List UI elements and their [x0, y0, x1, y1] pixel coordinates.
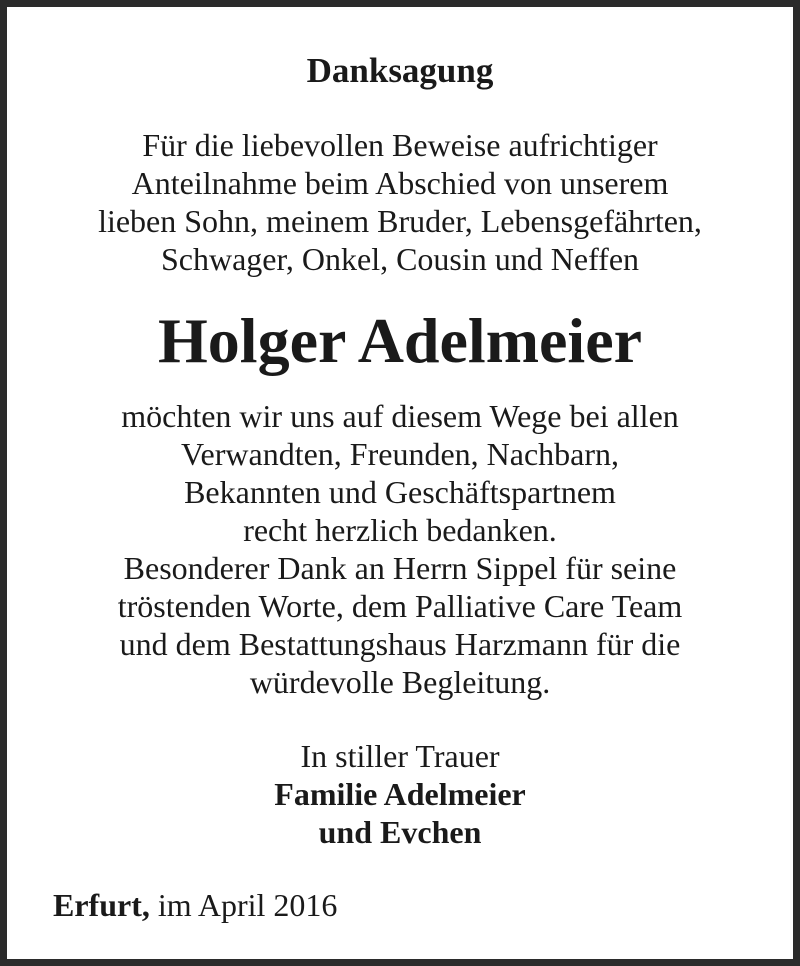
intro-line: lieben Sohn, meinem Bruder, Lebensgefährten,: [98, 203, 702, 239]
deceased-name: Holger Adelmeier: [158, 305, 642, 376]
intro-paragraph: [7, 126, 793, 278]
place-date: [53, 885, 337, 925]
body-line: Besonderer Dank an Herrn Sippel für seine: [123, 550, 677, 586]
intro-line: Schwager, Onkel, Cousin und Neffen: [160, 241, 640, 277]
notice-title: Danksagung: [306, 51, 494, 90]
body-line: Verwandten, Freunden, Nachbarn,: [180, 436, 620, 472]
body-line: recht herzlich bedanken.: [243, 512, 557, 548]
intro-line: Für die liebevollen Beweise aufrichtiger: [142, 127, 658, 163]
family-name-continued: und Evchen: [318, 814, 482, 850]
signoff-block: [7, 737, 793, 851]
body-line: würdevolle Begleitung.: [249, 664, 551, 700]
body-line: Bekannten und Geschäftspartnem: [184, 474, 616, 510]
thanks-paragraph: [7, 397, 793, 701]
place: Erfurt,: [53, 887, 150, 923]
body-line: möchten wir uns auf diesem Wege bei allen: [121, 398, 679, 434]
family-name: Familie Adelmeier: [274, 776, 526, 812]
date: im April 2016: [157, 887, 338, 923]
obituary-notice: [7, 7, 793, 959]
intro-line: Anteilnahme beim Abschied von unserem: [131, 165, 669, 201]
signoff-line: In stiller Trauer: [300, 738, 500, 774]
body-line: und dem Bestattungshaus Harzmann für die: [119, 626, 681, 662]
body-line: tröstenden Worte, dem Palliative Care Team: [117, 588, 683, 624]
